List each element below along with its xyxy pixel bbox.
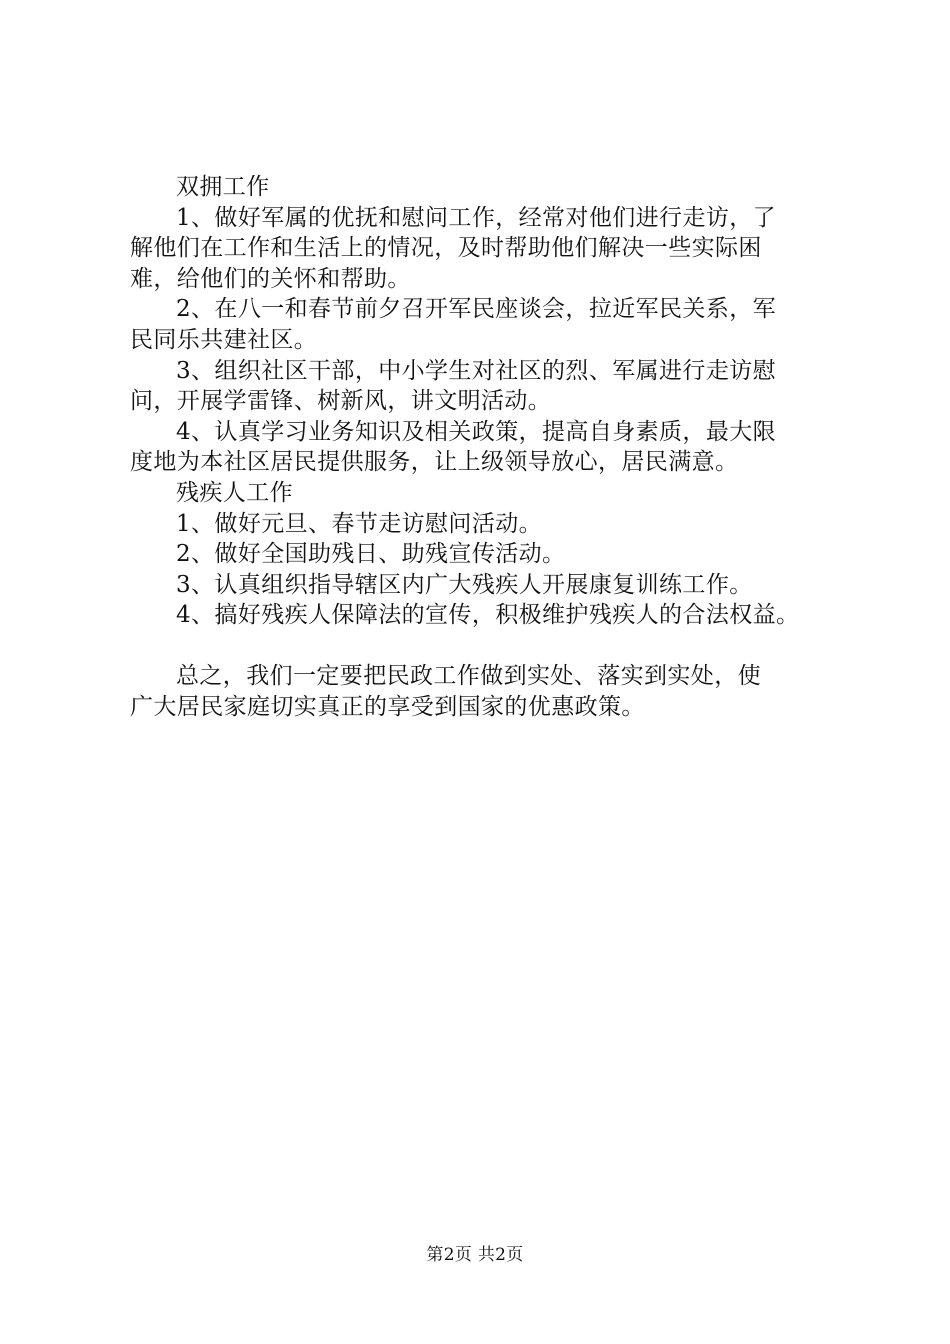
paragraph-line: 4、认真学习业务知识及相关政策，提高自身素质，最大限 <box>176 418 777 445</box>
conclusion-line: 总之，我们一定要把民政工作做到实处、落实到实处，使 <box>176 662 761 689</box>
paragraph-line: 解他们在工作和生活上的情况，及时帮助他们解决一些实际困 <box>130 235 762 262</box>
paragraph-line: 问，开展学雷锋、树新风，讲文明活动。 <box>130 388 552 415</box>
paragraph-line: 度地为本社区居民提供服务，让上级领导放心，居民满意。 <box>130 449 739 476</box>
paragraph-spacer <box>130 631 842 661</box>
paragraph-line: 1、做好军属的优抚和慰问工作，经常对他们进行走访，了 <box>176 204 777 231</box>
paragraph-line: 1、做好元旦、春节走访慰问活动。 <box>176 510 543 537</box>
section-heading-double-support: 双拥工作 <box>176 174 270 200</box>
paragraph-line: 2、做好全国助残日、助残宣传活动。 <box>176 541 566 568</box>
document-body <box>130 172 842 722</box>
paragraph-line: 2、在八一和春节前夕召开军民座谈会，拉近军民关系，军 <box>176 296 777 323</box>
paragraph-line: 4、搞好残疾人保障法的宣传，积极维护残疾人的合法权益。 <box>176 602 800 629</box>
paragraph-line: 难，给他们的关怀和帮助。 <box>130 265 411 292</box>
paragraph-line: 3、组织社区干部，中小学生对社区的烈、军属进行走访慰 <box>176 357 777 384</box>
page-number-footer: 第2页 共2页 <box>426 1245 524 1265</box>
paragraph-line: 3、认真组织指导辖区内广大残疾人开展康复训练工作。 <box>176 571 753 598</box>
conclusion-line: 广大居民家庭切实真正的享受到国家的优惠政策。 <box>130 693 645 720</box>
section-heading-disabled-work: 残疾人工作 <box>176 479 293 506</box>
paragraph-line: 民同乐共建社区。 <box>130 326 318 353</box>
